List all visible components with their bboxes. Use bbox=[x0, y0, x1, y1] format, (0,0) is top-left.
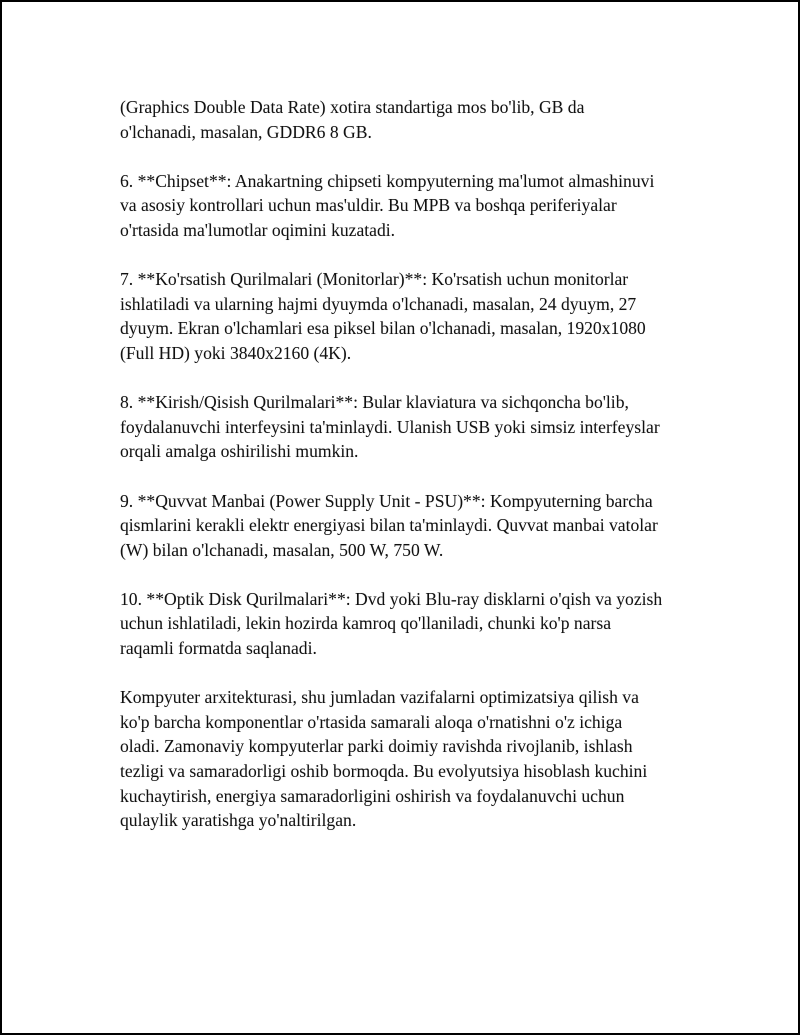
text-line: 7. **Ko'rsatish Qurilmalari (Monitorlar)**: Ko'rsatish uchun monitorlar bbox=[120, 269, 629, 290]
text-line: o'lchanadi, masalan, GDDR6 8 GB. bbox=[120, 121, 372, 142]
text-line: (Full HD) yoki 3840x2160 (4K). bbox=[120, 342, 352, 363]
paragraph-gpu-memory-continued bbox=[120, 95, 700, 144]
paragraph-power-supply bbox=[120, 489, 700, 563]
text-line: Kompyuter arxitekturasi, shu jumladan vazifalarni optimizatsiya qilish va bbox=[120, 687, 639, 708]
text-line: va asosiy kontrollari uchun mas'uldir. Bu MPB va boshqa periferiyalar bbox=[120, 195, 617, 216]
text-line: kuchaytirish, energiya samaradorligini oshirish va foydalanuvchi uchun bbox=[120, 785, 625, 806]
text-line: ko'p barcha komponentlar o'rtasida samarali aloqa o'rnatishni o'z ichiga bbox=[120, 711, 623, 732]
text-line: qulaylik yaratishga yo'naltirilgan. bbox=[120, 810, 357, 831]
text-line: ishlatiladi va ularning hajmi dyuymda o'lchanadi, masalan, 24 dyuym, 27 bbox=[120, 293, 637, 314]
text-line: raqamli formatda saqlanadi. bbox=[120, 638, 317, 659]
text-line: orqali amalga oshirilishi mumkin. bbox=[120, 441, 359, 462]
paragraph-conclusion bbox=[120, 685, 700, 833]
text-line: oladi. Zamonaviy kompyuterlar parki doimiy ravishda rivojlanib, ishlash bbox=[120, 736, 633, 757]
text-line: 10. **Optik Disk Qurilmalari**: Dvd yoki Blu-ray disklarni o'qish va yozish bbox=[120, 588, 663, 609]
paragraph-optical-drives bbox=[120, 587, 700, 661]
text-line: 6. **Chipset**: Anakartning chipseti kompyuterning ma'lumot almashinuvi bbox=[120, 170, 655, 191]
text-line: (W) bilan o'lchanadi, masalan, 500 W, 750 W. bbox=[120, 539, 444, 560]
text-line: foydalanuvchi interfeysini ta'minlaydi. Ulanish USB yoki simsiz interfeyslar bbox=[120, 416, 660, 437]
text-line: o'rtasida ma'lumotlar oqimini kuzatadi. bbox=[120, 219, 396, 240]
text-line: dyuym. Ekran o'lchamlari esa piksel bilan o'lchanadi, masalan, 1920x1080 bbox=[120, 318, 646, 339]
text-line: uchun ishlatiladi, lekin hozirda kamroq qo'llaniladi, chunki ko'p narsa bbox=[120, 613, 612, 634]
text-line: tezligi va samaradorligi oshib bormoqda. Bu evolyutsiya hisoblash kuchini bbox=[120, 761, 648, 782]
text-line: 8. **Kirish/Qisish Qurilmalari**: Bular klaviatura va sichqoncha bo'lib, bbox=[120, 392, 629, 413]
paragraph-chipset bbox=[120, 169, 700, 243]
text-line: qismlarini kerakli elektr energiyasi bilan ta'minlaydi. Quvvat manbai vatolar bbox=[120, 515, 658, 536]
paragraph-monitors bbox=[120, 267, 700, 365]
document-body bbox=[120, 95, 700, 857]
text-line: 9. **Quvvat Manbai (Power Supply Unit - PSU)**: Kompyuterning barcha bbox=[120, 490, 653, 511]
text-line: (Graphics Double Data Rate) xotira standartiga mos bo'lib, GB da bbox=[120, 97, 585, 117]
paragraph-input-devices bbox=[120, 390, 700, 464]
